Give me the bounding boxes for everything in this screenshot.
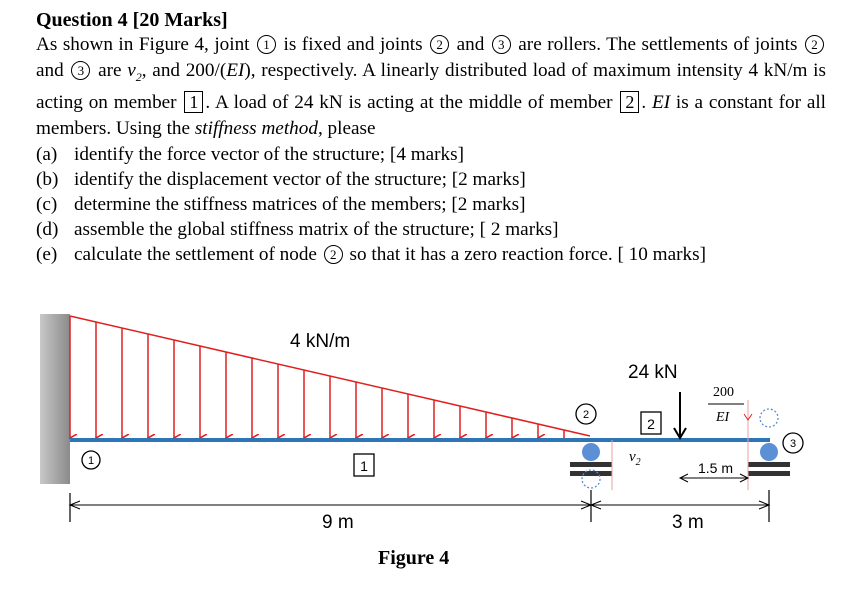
task-item [36, 217, 826, 242]
dimension-half-label: 1.5 m [698, 460, 734, 476]
settlement-numerator: 200 [713, 385, 734, 400]
member-1-symbol: 1 [184, 91, 203, 113]
member-2-symbol: 2 [620, 91, 639, 113]
joint-1-symbol: 1 [257, 35, 276, 54]
question-paragraph [36, 32, 826, 142]
task-item [36, 192, 826, 217]
dimension-9m-label: 9 m [322, 512, 354, 533]
text-span: ), respectively. A linearly distributed load of maximum intensity 4 kN/m is acting on member [36, 60, 826, 113]
joint-2-symbol: 2 [805, 35, 824, 54]
v2-symbol: $v_2$ [127, 60, 142, 84]
text-span: . A load of 24 kN is acting at the middle of member [205, 91, 619, 113]
node-3-label: 3 [789, 438, 797, 450]
task-list [36, 142, 826, 267]
settled-roller-icon [760, 409, 778, 427]
roller-icon [582, 443, 600, 461]
joint-3-symbol: 3 [492, 35, 511, 54]
task-text: identify the force vector of the structure; [4 marks] [74, 143, 464, 165]
roller-icon [760, 443, 778, 461]
text-span: are rollers. The settlements of joints [512, 34, 803, 55]
node-2-label: 2 [582, 409, 590, 421]
task-label: (a) [36, 143, 58, 165]
distributed-load-label: 4 kN/m [290, 331, 351, 352]
roller-plate [748, 471, 790, 476]
v2-label: $v_2$ [629, 449, 641, 468]
task-text: so that it has a zero reaction force. [ 10 marks] [344, 243, 706, 265]
ei-symbol: EI [651, 91, 671, 113]
figure-4 [0, 300, 861, 606]
figure-caption: Figure 4 [378, 547, 450, 569]
text-span: As shown in Figure 4, joint [36, 34, 256, 55]
question-title: Question 4 [20 Marks] [36, 9, 228, 31]
task-item [36, 167, 826, 192]
fixed-support-wall [40, 314, 70, 484]
question-text [36, 8, 826, 267]
ei-symbol: EI [226, 60, 245, 81]
roller-plate [570, 462, 612, 467]
task-label: (e) [36, 243, 58, 265]
joint-3-symbol: 3 [71, 61, 90, 80]
dimension-3m-label: 3 m [672, 512, 704, 533]
text-span: are [92, 60, 128, 81]
joint-2-symbol: 2 [430, 35, 449, 54]
text-span: and [36, 60, 70, 81]
roller-support-node-2 [570, 443, 612, 488]
task-label: (b) [36, 168, 59, 190]
text-span: and [451, 34, 490, 55]
stiffness-method-text: stiffness method [194, 117, 318, 139]
task-item [36, 142, 826, 167]
text-span: , and 200/( [141, 60, 227, 81]
roller-plate [748, 462, 790, 467]
member-2-label: 2 [647, 416, 655, 432]
task-text: determine the stiffness matrices of the members; [2 marks] [74, 193, 526, 215]
text-span: is fixed and joints [278, 34, 429, 55]
member-1-label: 1 [360, 458, 368, 474]
point-load-label: 24 kN [628, 362, 678, 383]
text-span: , please [317, 117, 376, 139]
task-item [36, 242, 826, 267]
joint-2-symbol: 2 [324, 245, 343, 264]
text-span: is a constant for all members. Using the [36, 91, 827, 139]
task-label: (d) [36, 218, 59, 240]
text-span: . [641, 91, 652, 113]
node-1-label: 1 [87, 455, 95, 467]
task-text: assemble the global stiffness matrix of the structure; [ 2 marks] [74, 218, 559, 240]
settlement-denominator: EI [716, 410, 730, 425]
task-text: calculate the settlement of node [74, 243, 322, 265]
roller-plate [570, 471, 612, 476]
task-label: (c) [36, 193, 58, 215]
task-text: identify the displacement vector of the structure; [2 marks] [74, 168, 526, 190]
